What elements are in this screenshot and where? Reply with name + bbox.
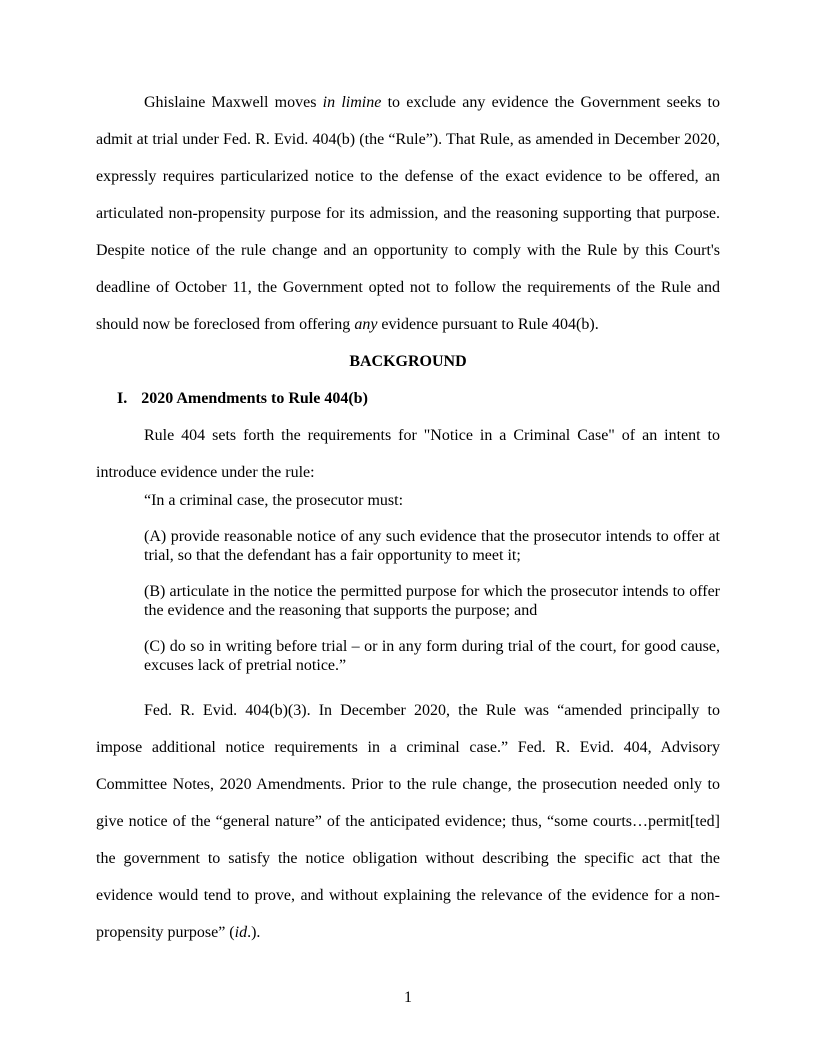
- quote-intro-line: “In a criminal case, the prosecutor must:: [144, 492, 404, 509]
- closing-paragraph: [96, 692, 720, 951]
- intro-paragraph: [96, 84, 720, 343]
- document-content: [96, 84, 720, 951]
- quote-item-a: (A) provide reasonable notice of any such evidence that the prosecutor intends to offer at trial, so that the defendant has a fair opportunity to meet it;: [144, 528, 720, 564]
- intro-text-a: Ghislaine Maxwell moves: [144, 94, 323, 111]
- page-number: 1: [404, 989, 412, 1006]
- quote-item-b: (B) articulate in the notice the permitted purpose for which the prosecutor intends to offer the evidence and the reasoning that supports the purpose; and: [144, 583, 720, 619]
- intro-text-b: to exclude any evidence the Government seeks to admit at trial under Fed. R. Evid. 404(b) (the “Rule”). That Rule, as amended in December 2020, expressly requires particularized notice to the defense of the exact evidence to be offered, an articulated non-propensity purpose for its admission, and the reasoning supporting that purpose. Despite notice of the rule change and an opportunity to comply with the Rule by this Court's deadline of October 11, the Government opted not to follow the requirements of the Rule and should now be foreclosed from offering: [96, 94, 720, 333]
- section-title: 2020 Amendments to Rule 404(b): [141, 390, 368, 407]
- latin-phrase-in-limine: in limine: [322, 94, 382, 111]
- emphasis-any: any: [354, 316, 378, 333]
- closing-text-b: .).: [247, 924, 261, 941]
- background-heading: BACKGROUND: [349, 353, 467, 370]
- intro-text-c: evidence pursuant to Rule 404(b).: [377, 316, 599, 333]
- citation-id: id: [234, 924, 248, 941]
- section-heading: [96, 380, 720, 417]
- rule-quote-block: [144, 491, 720, 675]
- closing-text-a: Fed. R. Evid. 404(b)(3). In December 2020, the Rule was “amended principally to impose additional notice requirements in a criminal case.” Fed. R. Evid. 404, Advisory Committee Notes, 2020 Amendments. Prior to the rule change, the prosecution needed only to give notice of the “general nature” of the anticipated evidence; thus, “some courts…permit[ted] the government to satisfy the notice obligation without describing the specific act that the evidence would tend to prove, and without explaining the relevance of the evidence for a non-propensity purpose” (: [96, 702, 720, 941]
- rule-intro-paragraph: Rule 404 sets forth the requirements for "Notice in a Criminal Case" of an intent to introduce evidence under the rule:: [96, 427, 720, 481]
- quote-item-c: (C) do so in writing before trial – or in any form during trial of the court, for good cause, excuses lack of pretrial notice.”: [144, 638, 720, 674]
- section-numeral: I.: [117, 390, 128, 407]
